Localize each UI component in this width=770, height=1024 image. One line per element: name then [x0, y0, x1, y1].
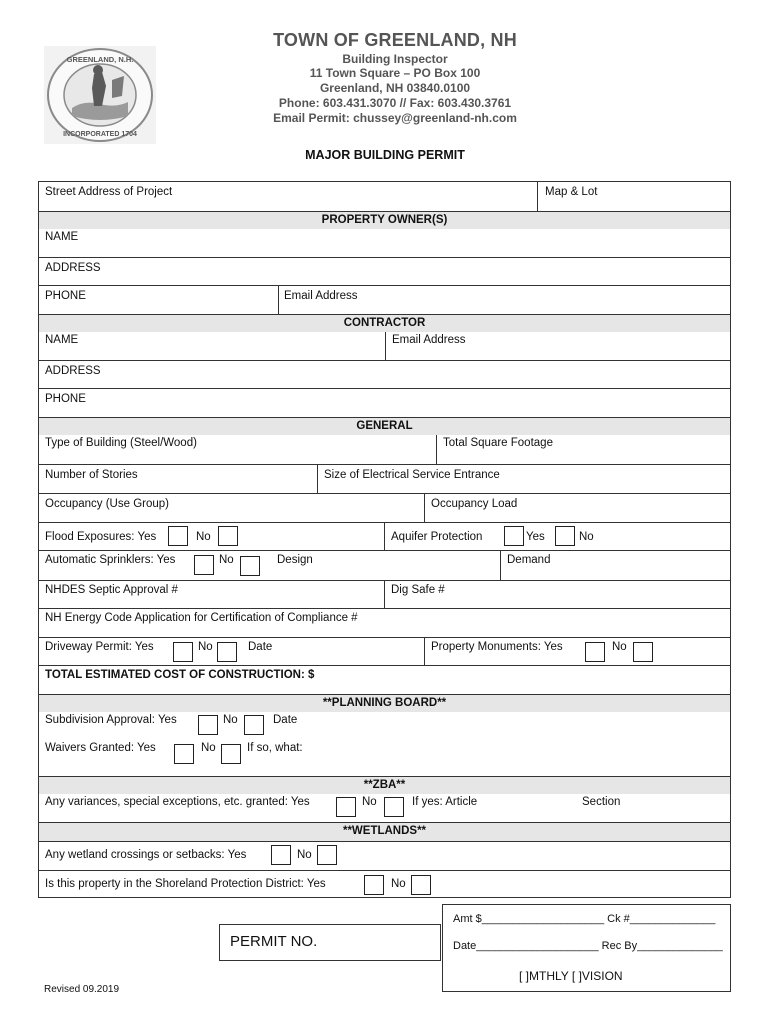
aquifer-no-label: No — [579, 531, 594, 543]
contractor-phone-label: PHONE — [45, 393, 86, 405]
wetland-yes-checkbox[interactable] — [271, 845, 291, 865]
square-footage-label: Total Square Footage — [443, 437, 553, 449]
shoreland-no-label: No — [391, 878, 406, 890]
wetland-no-label: No — [297, 849, 312, 861]
zba-heading: **ZBA** — [363, 779, 406, 791]
flood-no-label: No — [196, 531, 211, 543]
row-total-cost[interactable] — [39, 665, 730, 694]
owner-phone-label: PHONE — [45, 290, 86, 302]
contractor-name-label: NAME — [45, 334, 79, 346]
driveway-no-label: No — [198, 641, 213, 653]
if-so-label[interactable]: If so, what: — [247, 742, 303, 754]
subdivision-date-label[interactable]: Date — [273, 714, 298, 726]
subdivision-no-checkbox[interactable] — [244, 715, 264, 735]
variances-no-checkbox[interactable] — [384, 797, 404, 817]
seal-bottom-text: INCORPORATED 1704 — [63, 131, 137, 138]
street-address-label: Street Address of Project — [45, 186, 173, 198]
subdivision-no-label: No — [223, 714, 238, 726]
sprinklers-no-checkbox[interactable] — [240, 556, 260, 576]
row-address[interactable] — [39, 182, 730, 211]
driveway-no-checkbox[interactable] — [217, 642, 237, 662]
dig-safe-label: Dig Safe # — [391, 584, 445, 596]
occupancy-load-label: Occupancy Load — [431, 498, 518, 510]
flood-label: Flood Exposures: Yes — [45, 531, 157, 543]
row-shoreland — [39, 870, 730, 899]
aquifer-yes-label: Yes — [526, 531, 545, 543]
header-email: Email Permit: chussey@greenland-nh.com — [273, 111, 517, 125]
waivers-no-checkbox[interactable] — [221, 744, 241, 764]
section-contractor — [39, 314, 730, 332]
sprinklers-yes-checkbox[interactable] — [194, 555, 214, 575]
monuments-label: Property Monuments: Yes — [431, 641, 563, 653]
article-label[interactable]: If yes: Article — [412, 796, 478, 808]
aquifer-yes-checkbox[interactable] — [504, 526, 524, 546]
energy-code-label: NH Energy Code Application for Certification of Compliance # — [45, 612, 358, 624]
seal-top-text: GREENLAND, N.H. — [66, 55, 134, 64]
section-planning-board — [39, 694, 730, 712]
driveway-yes-checkbox[interactable] — [173, 642, 193, 662]
waivers-yes-checkbox[interactable] — [174, 744, 194, 764]
header-line-3: Greenland, NH 03840.0100 — [319, 81, 471, 95]
building-type-label: Type of Building (Steel/Wood) — [45, 437, 197, 449]
fee-box — [442, 904, 731, 992]
permit-form — [38, 181, 731, 898]
monuments-yes-checkbox[interactable] — [585, 642, 605, 662]
section-property-owner — [39, 211, 730, 229]
contractor-address-label: ADDRESS — [45, 365, 101, 377]
header-phone-fax: Phone: 603.431.3070 // Fax: 603.430.3761 — [278, 96, 512, 110]
town-title: TOWN OF GREENLAND, NH — [273, 30, 517, 50]
row-contractor-name[interactable] — [39, 332, 730, 360]
row-wetland-crossings — [39, 841, 730, 870]
shoreland-no-checkbox[interactable] — [411, 875, 431, 895]
monuments-no-checkbox[interactable] — [633, 642, 653, 662]
shoreland-label: Is this property in the Shoreland Protection District: Yes — [45, 878, 326, 890]
row-contractor-phone[interactable] — [39, 388, 730, 417]
shoreland-yes-checkbox[interactable] — [364, 875, 384, 895]
wetland-no-checkbox[interactable] — [317, 845, 337, 865]
owner-email-label: Email Address — [284, 290, 358, 302]
permit-no-label: PERMIT NO. — [230, 933, 318, 950]
row-building-type[interactable] — [39, 435, 730, 464]
payment-options[interactable]: [ ]MTHLY [ ]VISION — [519, 969, 623, 983]
driveway-label: Driveway Permit: Yes — [45, 641, 154, 653]
waivers-label: Waivers Granted: Yes — [45, 742, 156, 754]
variances-no-label: No — [362, 796, 377, 808]
row-subdivision — [39, 712, 730, 740]
row-owner-name[interactable] — [39, 229, 730, 257]
section-general — [39, 417, 730, 435]
aquifer-label: Aquifer Protection — [391, 531, 483, 543]
row-owner-phone[interactable] — [39, 285, 730, 314]
row-occupancy[interactable] — [39, 493, 730, 522]
row-stories[interactable] — [39, 464, 730, 493]
demand-label[interactable]: Demand — [507, 554, 551, 566]
section-wetlands — [39, 822, 730, 841]
subdivision-yes-checkbox[interactable] — [198, 715, 218, 735]
header-line-2: 11 Town Square – PO Box 100 — [309, 66, 481, 80]
header-line-1: Building Inspector — [342, 52, 448, 66]
owner-address-label: ADDRESS — [45, 262, 101, 274]
driveway-date-label[interactable]: Date — [248, 641, 273, 653]
flood-yes-checkbox[interactable] — [168, 526, 188, 546]
contractor-email-label: Email Address — [392, 334, 466, 346]
stories-label: Number of Stories — [45, 469, 138, 481]
wetlands-heading: **WETLANDS** — [342, 825, 427, 837]
sprinklers-label: Automatic Sprinklers: Yes — [45, 554, 176, 566]
aquifer-no-checkbox[interactable] — [555, 526, 575, 546]
septic-label: NHDES Septic Approval # — [45, 584, 178, 596]
row-owner-address[interactable] — [39, 257, 730, 285]
variances-yes-checkbox[interactable] — [336, 797, 356, 817]
section-label[interactable]: Section — [582, 796, 621, 808]
row-contractor-address[interactable] — [39, 360, 730, 388]
map-lot-label: Map & Lot — [545, 186, 598, 198]
row-flood-aquifer — [39, 522, 730, 550]
row-waivers — [39, 740, 730, 776]
row-driveway — [39, 637, 730, 665]
occupancy-group-label: Occupancy (Use Group) — [45, 498, 169, 510]
waivers-no-label: No — [201, 742, 216, 754]
row-variances — [39, 794, 730, 822]
electrical-label: Size of Electrical Service Entrance — [324, 469, 500, 481]
owner-name-label: NAME — [45, 231, 79, 243]
row-energy-code[interactable] — [39, 608, 730, 637]
row-sprinklers — [39, 550, 730, 580]
property-owner-heading: PROPERTY OWNER(S) — [321, 214, 448, 226]
general-heading: GENERAL — [356, 420, 413, 432]
section-zba — [39, 776, 730, 794]
form-title: MAJOR BUILDING PERMIT — [305, 148, 465, 162]
permit-no-box[interactable] — [219, 924, 441, 961]
sprinklers-no-label: No — [219, 554, 234, 566]
subdivision-label: Subdivision Approval: Yes — [45, 714, 177, 726]
amount-check-line[interactable]: Amt $____________________ Ck #______________ — [453, 913, 716, 925]
revised-date: Revised 09.2019 — [44, 984, 120, 995]
design-label[interactable]: Design — [277, 554, 313, 566]
monuments-no-label: No — [612, 641, 627, 653]
wetland-crossings-label: Any wetland crossings or setbacks: Yes — [45, 849, 247, 861]
date-received-line[interactable]: Date____________________ Rec By______________ — [453, 940, 723, 952]
total-cost-label: TOTAL ESTIMATED COST OF CONSTRUCTION: $ — [45, 669, 315, 681]
contractor-heading: CONTRACTOR — [343, 317, 426, 329]
flood-no-checkbox[interactable] — [218, 526, 238, 546]
planning-board-heading: **PLANNING BOARD** — [322, 697, 447, 709]
row-septic[interactable] — [39, 580, 730, 608]
variances-label: Any variances, special exceptions, etc. granted: Yes — [45, 796, 310, 808]
